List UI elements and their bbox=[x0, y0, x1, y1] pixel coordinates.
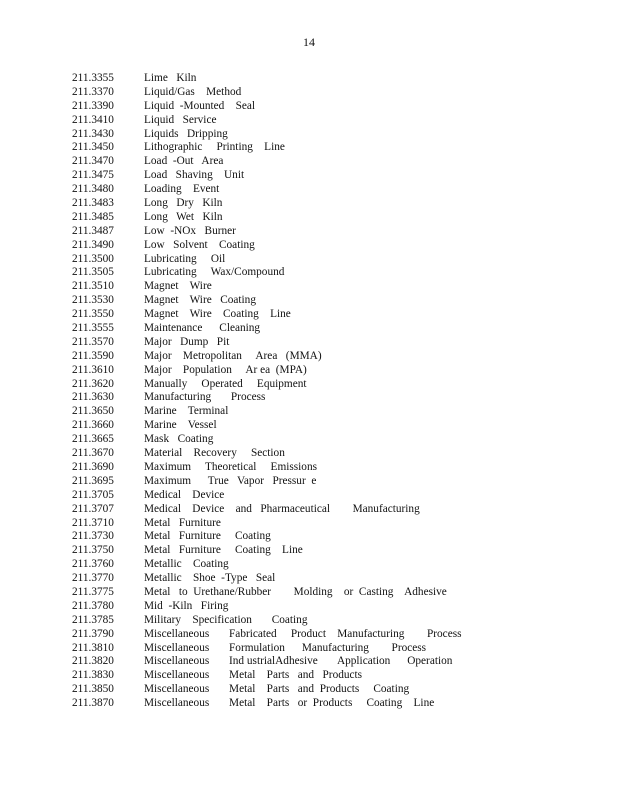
defined-term: Lubricating Wax/Compound bbox=[144, 266, 285, 279]
defined-term: Miscellaneous Formulation Manufacturing Process bbox=[144, 641, 427, 654]
defined-term: Medical Device bbox=[144, 488, 225, 501]
section-code: 211.3695 bbox=[72, 474, 114, 487]
list-item bbox=[72, 169, 612, 183]
defined-term: Metal Furniture Coating bbox=[144, 530, 271, 543]
section-code: 211.3780 bbox=[72, 599, 114, 612]
defined-term: Maintenance Cleaning bbox=[144, 322, 261, 335]
list-item bbox=[72, 350, 612, 364]
section-code: 211.3470 bbox=[72, 155, 114, 168]
defined-term: Mid -Kiln Firing bbox=[144, 599, 229, 612]
section-code: 211.3500 bbox=[72, 252, 114, 265]
section-code: 211.3610 bbox=[72, 363, 114, 376]
defined-term: Metal Furniture bbox=[144, 516, 221, 529]
defined-term: Marine Terminal bbox=[144, 405, 229, 418]
defined-term: Liquid -Mounted Seal bbox=[144, 99, 256, 112]
list-item bbox=[72, 461, 612, 475]
page-number: 14 bbox=[303, 35, 315, 49]
defined-term: Military Specification Coating bbox=[144, 613, 308, 626]
defined-term: Loading Event bbox=[144, 183, 220, 196]
defined-term: Liquids Dripping bbox=[144, 127, 228, 140]
list-item bbox=[72, 336, 612, 350]
defined-term: Miscellaneous Ind ustrialAdhesive Application Operation bbox=[144, 655, 453, 668]
section-code: 211.3820 bbox=[72, 655, 114, 668]
section-code: 211.3355 bbox=[72, 72, 114, 84]
section-code: 211.3690 bbox=[72, 460, 114, 473]
defined-term: Lithographic Printing Line bbox=[144, 141, 285, 154]
defined-term: Miscellaneous Metal Parts and Products Coating bbox=[144, 683, 410, 696]
section-code: 211.3790 bbox=[72, 627, 114, 640]
section-code: 211.3810 bbox=[72, 641, 114, 654]
list-item bbox=[72, 322, 612, 336]
defined-term: Major Metropolitan Area (MMA) bbox=[144, 349, 322, 362]
list-item bbox=[72, 614, 612, 628]
defined-term: Miscellaneous Metal Parts or Products Coating Line bbox=[144, 697, 435, 710]
section-code: 211.3390 bbox=[72, 99, 114, 112]
section-code: 211.3870 bbox=[72, 697, 114, 710]
defined-term: Lubricating Oil bbox=[144, 252, 226, 265]
list-item bbox=[72, 197, 612, 211]
defined-term: Liquid/Gas Method bbox=[144, 85, 242, 98]
defined-term: Low -NOx Burner bbox=[144, 224, 236, 237]
defined-term: Marine Vessel bbox=[144, 419, 217, 432]
list-item bbox=[72, 239, 612, 253]
defined-term: Load Shaving Unit bbox=[144, 169, 245, 182]
list-item bbox=[72, 405, 612, 419]
list-item bbox=[72, 391, 612, 405]
list-item bbox=[72, 586, 612, 600]
defined-term: Mask Coating bbox=[144, 433, 214, 446]
list-item bbox=[72, 447, 612, 461]
section-code: 211.3530 bbox=[72, 294, 114, 307]
list-item bbox=[72, 308, 612, 322]
defined-term: Long Wet Kiln bbox=[144, 210, 223, 223]
section-code: 211.3370 bbox=[72, 85, 114, 98]
section-code: 211.3430 bbox=[72, 127, 114, 140]
section-code: 211.3480 bbox=[72, 183, 114, 196]
section-code: 211.3665 bbox=[72, 433, 114, 446]
section-code: 211.3830 bbox=[72, 669, 114, 682]
defined-term: Maximum True Vapor Pressur e bbox=[144, 474, 317, 487]
section-code: 211.3450 bbox=[72, 141, 114, 154]
section-code: 211.3620 bbox=[72, 377, 114, 390]
section-code: 211.3570 bbox=[72, 335, 114, 348]
list-item bbox=[72, 544, 612, 558]
section-code: 211.3490 bbox=[72, 238, 114, 251]
list-item bbox=[72, 669, 612, 683]
section-code: 211.3760 bbox=[72, 558, 114, 571]
list-item bbox=[72, 155, 612, 169]
section-code: 211.3485 bbox=[72, 210, 114, 223]
section-code: 211.3410 bbox=[72, 113, 114, 126]
list-item bbox=[72, 558, 612, 572]
section-code: 211.3650 bbox=[72, 405, 114, 418]
defined-term: Magnet Wire Coating Line bbox=[144, 308, 291, 321]
list-item bbox=[72, 628, 612, 642]
section-code: 211.3590 bbox=[72, 349, 114, 362]
section-code: 211.3555 bbox=[72, 322, 114, 335]
defined-term: Magnet Wire bbox=[144, 280, 212, 293]
section-code: 211.3730 bbox=[72, 530, 114, 543]
list-item bbox=[72, 72, 612, 86]
list-item bbox=[72, 114, 612, 128]
defined-term: Long Dry Kiln bbox=[144, 197, 223, 210]
defined-term: Magnet Wire Coating bbox=[144, 294, 256, 307]
list-item bbox=[72, 128, 612, 142]
defined-term: Metal to Urethane/Rubber Molding or Casting Adhesive bbox=[144, 585, 447, 598]
list-item bbox=[72, 572, 612, 586]
list-item bbox=[72, 600, 612, 614]
section-code: 211.3483 bbox=[72, 197, 114, 210]
defined-term: Miscellaneous Metal Parts and Products bbox=[144, 669, 363, 682]
defined-term: Metal Furniture Coating Line bbox=[144, 544, 303, 557]
list-item bbox=[72, 211, 612, 225]
defined-term: Metallic Shoe -Type Seal bbox=[144, 572, 276, 585]
defined-term: Maximum Theoretical Emissions bbox=[144, 460, 317, 473]
section-code: 211.3785 bbox=[72, 613, 114, 626]
section-code: 211.3770 bbox=[72, 572, 114, 585]
list-item bbox=[72, 280, 612, 294]
list-item bbox=[72, 683, 612, 697]
list-item bbox=[72, 642, 612, 656]
defined-term: Major Dump Pit bbox=[144, 335, 230, 348]
list-item bbox=[72, 225, 612, 239]
list-item bbox=[72, 530, 612, 544]
section-code: 211.3475 bbox=[72, 169, 114, 182]
defined-term: Liquid Service bbox=[144, 113, 217, 126]
defined-term: Major Population Ar ea (MPA) bbox=[144, 363, 307, 376]
list-item bbox=[72, 517, 612, 531]
defined-term: Lime Kiln bbox=[144, 72, 197, 84]
list-item bbox=[72, 655, 612, 669]
list-item bbox=[72, 419, 612, 433]
section-code: 211.3705 bbox=[72, 488, 114, 501]
list-item bbox=[72, 433, 612, 447]
defined-term: Load -Out Area bbox=[144, 155, 224, 168]
defined-term: Low Solvent Coating bbox=[144, 238, 255, 251]
section-code: 211.3850 bbox=[72, 683, 114, 696]
definitions-index-list bbox=[72, 72, 612, 711]
defined-term: Miscellaneous Fabricated Product Manufacturing Process bbox=[144, 627, 462, 640]
list-item bbox=[72, 141, 612, 155]
list-item bbox=[72, 364, 612, 378]
section-code: 211.3630 bbox=[72, 391, 114, 404]
defined-term: Manufacturing Process bbox=[144, 391, 266, 404]
section-code: 211.3750 bbox=[72, 544, 114, 557]
section-code: 211.3505 bbox=[72, 266, 114, 279]
list-item bbox=[72, 475, 612, 489]
list-item bbox=[72, 100, 612, 114]
list-item bbox=[72, 183, 612, 197]
section-code: 211.3550 bbox=[72, 308, 114, 321]
list-item bbox=[72, 253, 612, 267]
section-code: 211.3510 bbox=[72, 280, 114, 293]
defined-term: Material Recovery Section bbox=[144, 447, 285, 460]
defined-term: Medical Device and Pharmaceutical Manufacturing bbox=[144, 502, 420, 515]
list-item bbox=[72, 378, 612, 392]
section-code: 211.3710 bbox=[72, 516, 114, 529]
list-item bbox=[72, 489, 612, 503]
section-code: 211.3707 bbox=[72, 502, 114, 515]
defined-term: Metallic Coating bbox=[144, 558, 229, 571]
section-code: 211.3670 bbox=[72, 447, 114, 460]
list-item bbox=[72, 86, 612, 100]
list-item bbox=[72, 266, 612, 280]
section-code: 211.3487 bbox=[72, 224, 114, 237]
list-item bbox=[72, 294, 612, 308]
section-code: 211.3775 bbox=[72, 585, 114, 598]
section-code: 211.3660 bbox=[72, 419, 114, 432]
list-item bbox=[72, 697, 612, 711]
list-item bbox=[72, 503, 612, 517]
defined-term: Manually Operated Equipment bbox=[144, 377, 307, 390]
